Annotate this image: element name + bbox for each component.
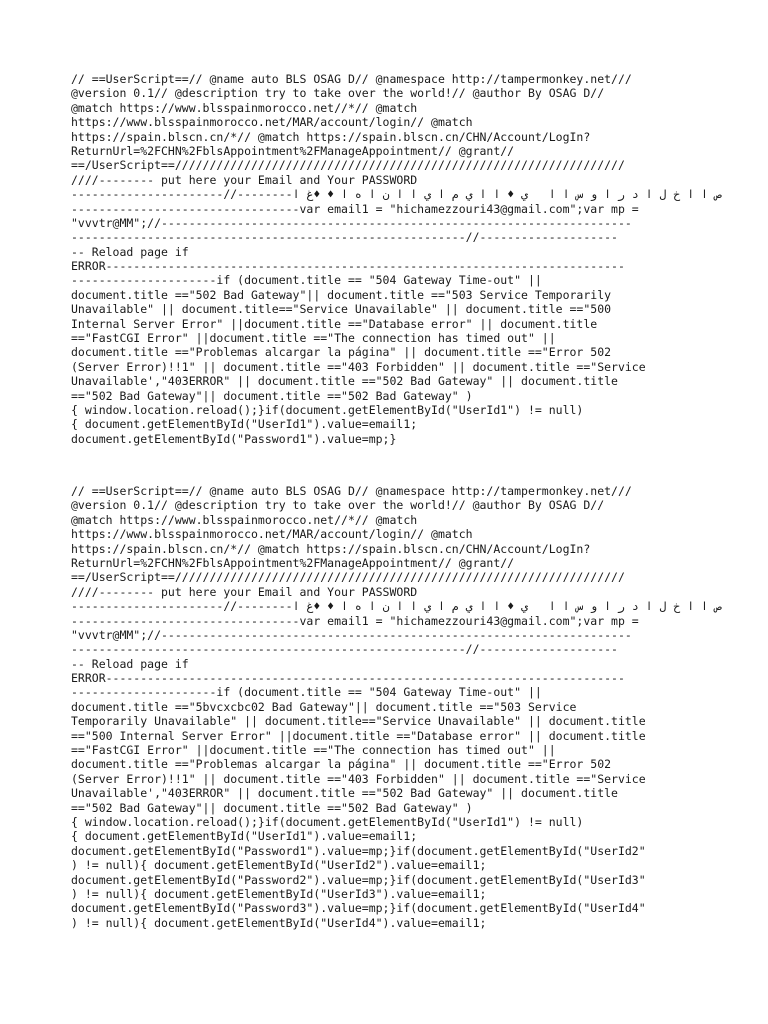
code-line: document.title =="Problemas alcargar la página" || document.title =="Error 502 bbox=[71, 757, 612, 772]
code-line: Unavailable" || document.title=="Service Unavailable" || document.title =="500 bbox=[71, 302, 612, 317]
code-line: { document.getElementById("UserId1").value=email1; bbox=[71, 829, 418, 844]
code-line: document.getElementById("Password1").value=mp;}if(document.getElementById("UserId2" bbox=[71, 843, 646, 858]
code-line: ReturnUrl=%2FCHN%2FblsAppointment%2FManageAppointment// @grant// bbox=[71, 143, 515, 158]
code-line: =="500 Internal Server Error" ||document.title =="Database error" || document.title bbox=[71, 728, 646, 743]
code-line: ---------------------------------var email1 = "hichamezzouri43@gmail.com";var mp = bbox=[71, 201, 639, 216]
code-line: =="FastCGI Error" ||document.title =="The connection has timed out" || bbox=[71, 331, 556, 346]
code-line: ) != null){ document.getElementById("UserId3").value=email1; bbox=[71, 886, 487, 901]
code-line: ////-------- put here your Email and Your PASSWORD bbox=[71, 172, 418, 187]
code-line: // ==UserScript==// @name auto BLS OSAG D// @namespace http://tampermonkey.net/// bbox=[71, 72, 632, 86]
code-line: ==/UserScript==///////////////////////////////////////////////////////////////// bbox=[71, 570, 625, 585]
code-line: =="FastCGI Error" ||document.title =="The connection has timed out" || bbox=[71, 743, 556, 758]
code-line: ////-------- put here your Email and Your PASSWORD bbox=[71, 584, 418, 599]
code-line: Temporarily Unavailable" || document.title=="Service Unavailable" || document.title bbox=[71, 714, 646, 729]
code-line: ----------------------//--------ص ا ا خ ل ا د ر ا و س ا ا ي ♦ ا ا ي م ا ي ا ا ن ا ه ا ♦ ♦غ ا bbox=[71, 599, 722, 614]
code-line: "vvvtr@MM";//-------------------------------------------------------------------- bbox=[71, 627, 632, 642]
code-line: "vvvtr@MM";//-------------------------------------------------------------------- bbox=[71, 215, 632, 230]
code-line: https://spain.blscn.cn/*// @match https://spain.blscn.cn/CHN/Account/LogIn? bbox=[71, 541, 591, 556]
code-line: -- Reload page if bbox=[71, 244, 189, 259]
code-line: https://www.blsspainmorocco.net/MAR/account/login// @match bbox=[71, 115, 473, 130]
code-line: // ==UserScript==// @name auto BLS OSAG D// @namespace http://tampermonkey.net/// bbox=[71, 484, 632, 498]
code-line: document.getElementById("Password1").value=mp;} bbox=[71, 431, 397, 446]
code-line: Unavailable',"403ERROR" || document.title =="502 Bad Gateway" || document.title bbox=[71, 786, 618, 801]
code-line: ERROR--------------------------------------------------------------------------- bbox=[71, 671, 625, 686]
code-line: (Server Error)!!1" || document.title =="403 Forbidden" || document.title =="Service bbox=[71, 771, 646, 786]
code-line: https://www.blsspainmorocco.net/MAR/account/login// @match bbox=[71, 527, 473, 542]
code-line: =="502 Bad Gateway"|| document.title =="502 Bad Gateway" ) bbox=[71, 800, 473, 815]
code-line: ---------------------------------------------------------//-------------------- bbox=[71, 230, 618, 245]
code-line: ERROR--------------------------------------------------------------------------- bbox=[71, 259, 625, 274]
code-line: { window.location.reload();}if(document.getElementById("UserId1") != null) bbox=[71, 402, 584, 417]
code-line: ---------------------if (document.title == "504 Gateway Time-out" || bbox=[71, 273, 542, 288]
code-line: Unavailable',"403ERROR" || document.title =="502 Bad Gateway" || document.title bbox=[71, 374, 618, 389]
code-line: { document.getElementById("UserId1").value=email1; bbox=[71, 417, 418, 432]
code-line: { window.location.reload();}if(document.getElementById("UserId1") != null) bbox=[71, 814, 584, 829]
code-line: Internal Server Error" ||document.title =="Database error" || document.title bbox=[71, 316, 598, 331]
code-line: https://spain.blscn.cn/*// @match https://spain.blscn.cn/CHN/Account/LogIn? bbox=[71, 129, 591, 144]
code-line: =="502 Bad Gateway"|| document.title =="502 Bad Gateway" ) bbox=[71, 388, 473, 403]
code-block-2 bbox=[71, 484, 722, 930]
code-line: @version 0.1// @description try to take over the world!// @author By OSAG D// bbox=[71, 86, 605, 101]
code-line: ---------------------------------------------------------//-------------------- bbox=[71, 642, 618, 657]
code-line: @match https://www.blsspainmorocco.net//*// @match bbox=[71, 100, 418, 115]
code-line: document.title =="502 Bad Gateway"|| document.title =="503 Service Temporarily bbox=[71, 287, 612, 302]
code-line: -- Reload page if bbox=[71, 656, 189, 671]
code-line: ---------------------------------var email1 = "hichamezzouri43@gmail.com";var mp = bbox=[71, 613, 639, 628]
code-line: ==/UserScript==///////////////////////////////////////////////////////////////// bbox=[71, 158, 625, 173]
code-line: ) != null){ document.getElementById("UserId2").value=email1; bbox=[71, 858, 487, 873]
code-line: ---------------------if (document.title == "504 Gateway Time-out" || bbox=[71, 685, 542, 700]
code-line: document.getElementById("Password2").value=mp;}if(document.getElementById("UserId3" bbox=[71, 872, 646, 887]
code-line: ) != null){ document.getElementById("UserId4").value=email1; bbox=[71, 915, 487, 930]
code-line: document.title =="Problemas alcargar la página" || document.title =="Error 502 bbox=[71, 345, 612, 360]
code-line: ----------------------//--------ص ا ا خ ل ا د ر ا و س ا ا ي ♦ ا ا ي م ا ي ا ا ن ا ه ا ♦ ♦غ ا bbox=[71, 187, 722, 202]
code-block-1 bbox=[71, 72, 722, 446]
code-line: (Server Error)!!1" || document.title =="403 Forbidden" || document.title =="Service bbox=[71, 359, 646, 374]
code-line: @match https://www.blsspainmorocco.net//*// @match bbox=[71, 512, 418, 527]
code-line: @version 0.1// @description try to take over the world!// @author By OSAG D// bbox=[71, 498, 605, 513]
code-line: document.title =="5bvcxcbc02 Bad Gateway"|| document.title =="503 Service bbox=[71, 699, 577, 714]
code-line: document.getElementById("Password3").value=mp;}if(document.getElementById("UserId4" bbox=[71, 901, 646, 916]
code-line: ReturnUrl=%2FCHN%2FblsAppointment%2FManageAppointment// @grant// bbox=[71, 555, 515, 570]
